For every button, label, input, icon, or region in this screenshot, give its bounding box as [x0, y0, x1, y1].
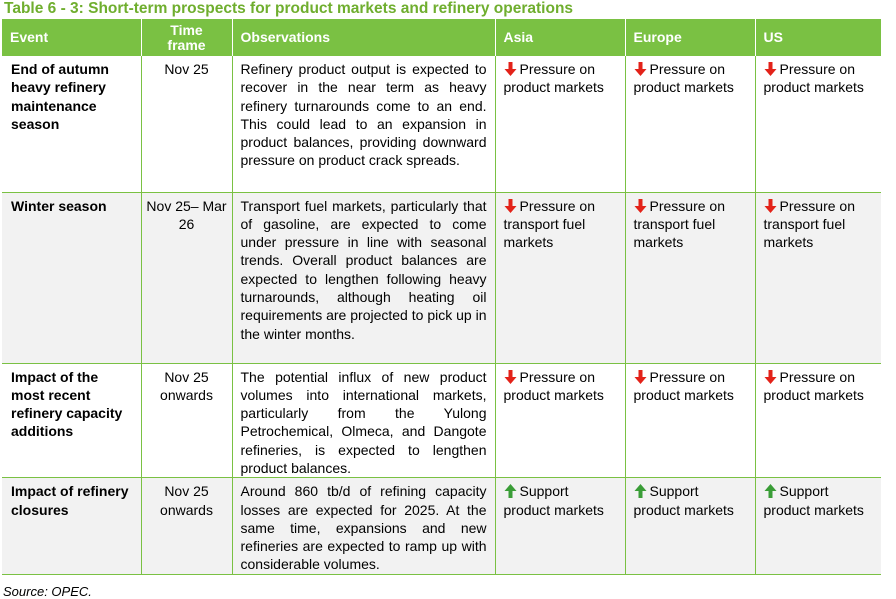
asia-cell — [495, 192, 625, 363]
header-event: Event — [2, 19, 141, 56]
table-row — [2, 478, 881, 574]
event-cell: Impact of the most recent refinery capacity additions — [2, 363, 141, 478]
down-arrow-icon — [504, 62, 517, 76]
table-header-row — [2, 19, 881, 56]
time-frame-cell: Nov 25 onwards — [141, 363, 232, 478]
us-impact-text: Pressure on transport fuel markets — [763, 197, 855, 251]
prospects-table — [2, 19, 881, 575]
europe-cell — [625, 363, 755, 478]
down-arrow-icon — [504, 199, 517, 213]
table-row — [2, 363, 881, 478]
down-arrow-icon — [634, 199, 647, 213]
us-cell — [755, 363, 881, 478]
event-cell: End of autumn heavy refinery maintenance season — [2, 56, 141, 192]
europe-impact-text: Pressure on product markets — [633, 61, 734, 96]
asia-impact-text: Pressure on transport fuel markets — [503, 197, 595, 251]
us-cell — [755, 56, 881, 192]
europe-cell — [625, 192, 755, 363]
observations-cell: Around 860 tb/d of refining capacity losses are expected for 2025. At the same time, expansions and new refineries are expected to ramp up with considerable volumes. — [232, 478, 495, 574]
header-europe: Europe — [625, 19, 755, 56]
source-note: Source: OPEC. — [3, 584, 92, 599]
europe-impact-text: Support product markets — [633, 483, 734, 518]
us-cell — [755, 478, 881, 574]
us-impact-text: Support product markets — [763, 483, 864, 518]
time-frame-cell: Nov 25 — [141, 56, 232, 192]
table-row — [2, 192, 881, 363]
asia-impact-text: Support product markets — [503, 483, 604, 518]
us-impact-text: Pressure on product markets — [763, 61, 864, 96]
event-cell: Winter season — [2, 192, 141, 363]
us-cell — [755, 192, 881, 363]
us-impact-text: Pressure on product markets — [763, 368, 864, 403]
header-time-frame: Time frame — [141, 19, 232, 56]
down-arrow-icon — [764, 62, 777, 76]
europe-cell — [625, 478, 755, 574]
observations-cell: The potential influx of new product volumes into international markets, particularly from the Yulong Petrochemical, Olmeca, and Dangote refineries, is expected to lengthen product balances. — [232, 363, 495, 478]
down-arrow-icon — [504, 370, 517, 384]
asia-impact-text: Pressure on product markets — [503, 368, 604, 403]
europe-cell — [625, 56, 755, 192]
event-cell: Impact of refinery closures — [2, 478, 141, 574]
down-arrow-icon — [764, 199, 777, 213]
down-arrow-icon — [634, 62, 647, 76]
observations-cell: Transport fuel markets, particularly that of gasoline, are expected to come under pressure in line with seasonal trends. Overall product balances are expected to lengthen following heavy turnarounds, although heating oil requirements are projected to pick up in the winter months. — [232, 192, 495, 363]
asia-cell — [495, 478, 625, 574]
asia-impact-text: Pressure on product markets — [503, 61, 604, 96]
time-frame-cell: Nov 25 onwards — [141, 478, 232, 574]
header-asia: Asia — [495, 19, 625, 56]
asia-cell — [495, 56, 625, 192]
up-arrow-icon — [504, 484, 517, 498]
header-observations: Observations — [232, 19, 495, 56]
down-arrow-icon — [764, 370, 777, 384]
header-us: US — [755, 19, 881, 56]
table-row — [2, 56, 881, 192]
up-arrow-icon — [634, 484, 647, 498]
table-title: Table 6 - 3: Short-term prospects for product markets and refinery operations — [4, 0, 574, 17]
time-frame-cell: Nov 25– Mar 26 — [141, 192, 232, 363]
europe-impact-text: Pressure on transport fuel markets — [633, 197, 725, 251]
down-arrow-icon — [634, 370, 647, 384]
asia-cell — [495, 363, 625, 478]
observations-cell: Refinery product output is expected to recover in the near term as heavy refinery turnarounds come to an end. This could lead to an expansion in product balances, providing downward pressure on product crack spreads. — [232, 56, 495, 192]
up-arrow-icon — [764, 484, 777, 498]
europe-impact-text: Pressure on product markets — [633, 368, 734, 403]
